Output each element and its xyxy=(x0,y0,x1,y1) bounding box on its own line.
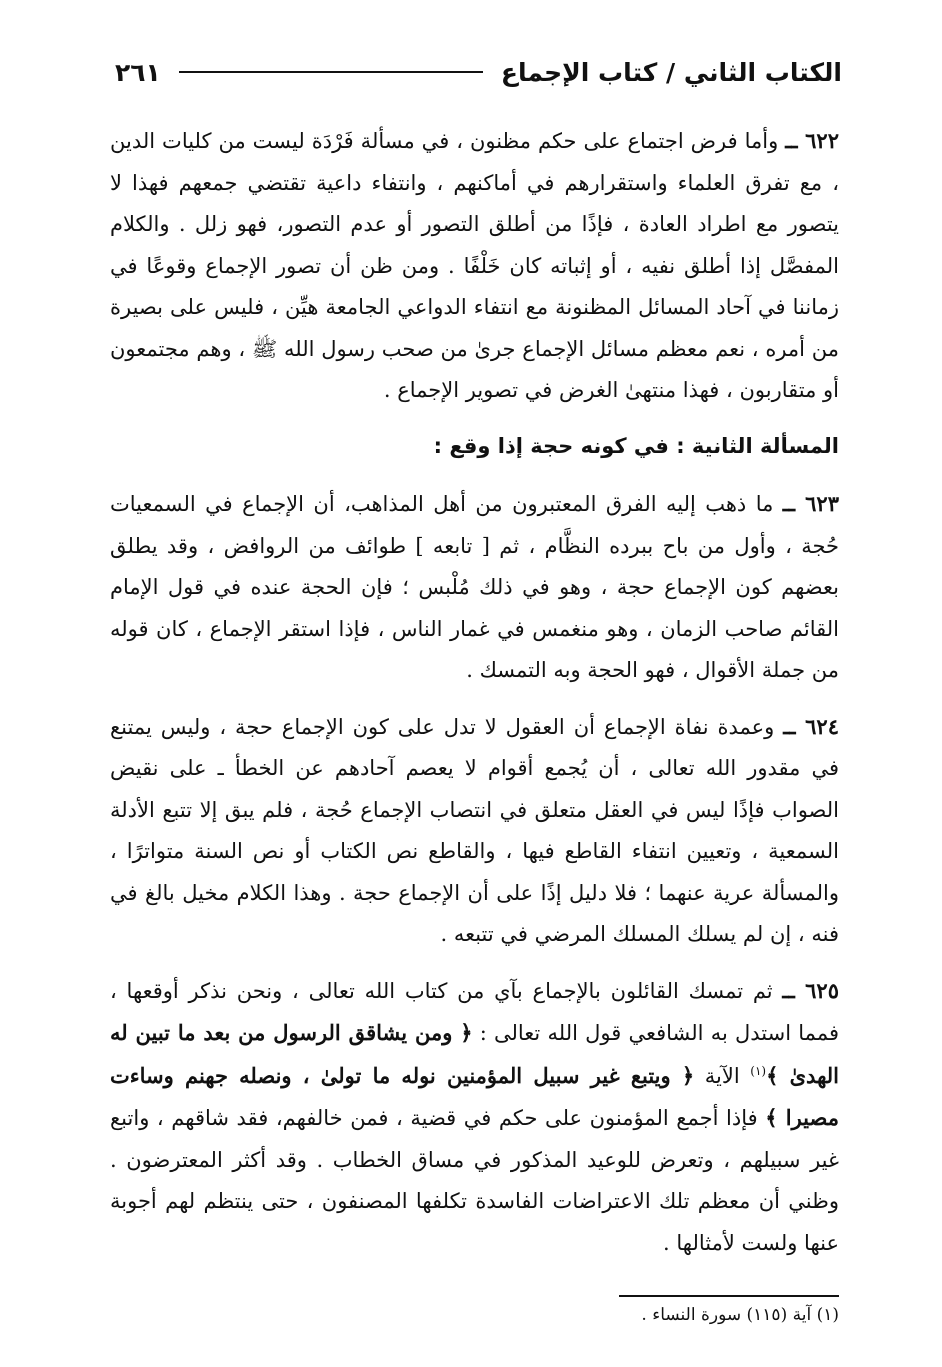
quran-quote: ﴿ ومن يشاقق الرسول من بعد ما تبين له الهدىٰ ﴾ xyxy=(110,1020,839,1088)
paragraph-622 xyxy=(110,120,839,412)
paragraph-625 xyxy=(110,970,839,1265)
main-text xyxy=(110,120,839,1278)
section-heading: المسألة الثانية : في كونه حجة إذا وقع : xyxy=(433,433,839,458)
paragraph-text: وعمدة نفاة الإجماع أن العقول لا تدل على كون الإجماع حجة ، وليس يمتنع في مقدور الله تعالى ، أن يُجمع أقوام لا يعصم آحادهم عن الخطأ ـ على نقيض الصواب فإذًا ليس في العقل متعلق في انتصاب الإجماع حُجة ، فلم يبق إلا تتبع الأدلة السمعية ، وتعيين انتفاء القاطع فيها ، والقاطع نص الكتاب أو نص السنة متواترًا ، والمسألة عرية عنهما ؛ فلا دليل إذًا على أن الإجماع حجة . وهذا الكلام مخيل بالغ في فنه ، إن لم يسلك المسلك المرضي في تتبعه . xyxy=(110,714,839,946)
paragraph-623 xyxy=(110,483,839,692)
paragraph-text: فإذا أجمع المؤمنون على حكم في قضية ، فمن خالفهم، فقد شاقهم ، واتبع غير سبيلهم ، وتعرض للوعيد المذكور في مساق الخطاب . وقد أكثر المعترضون . وظني أن معظم تلك الاعتراضات الفاسدة تكلفها المصنفون ، حتى ينتظم لهم أجوبة عنها ولست لأمثالها . xyxy=(110,1106,839,1255)
running-header xyxy=(115,52,842,92)
paragraph-624 xyxy=(110,706,839,956)
quran-quote: ﴿ ويتبع غير سبيل المؤمنين نوله ما تولىٰ ، ونصله جهنم وساءت مصيرا ﴾ xyxy=(110,1062,839,1130)
paragraph-number: ٦٢٤ ــ xyxy=(783,713,839,739)
running-title: الكتاب الثاني / كتاب الإجماع xyxy=(500,57,842,87)
footnote-rule xyxy=(619,1295,839,1297)
paragraph-text: ما ذهب إليه الفرق المعتبرون من أهل المذاهب، أن الإجماع في السمعيات حُجة ، وأول من باح ببرده النظَّام ، ثم [ تابعه ] طوائف من الروافض ، وقد يطلق بعضهم كون الإجماع حجة ، وهو في ذلك مُلْبس ؛ فإن الحجة عنده في قول الإمام القائم صاحب الزمان ، وهو منغمس في غمار الناس ، فإذا استقر الإجماع ، كان قوله من جملة الأقوال ، فهو الحجة وبه التمسك . xyxy=(110,492,839,682)
footnote-reference[interactable]: (١) xyxy=(750,1063,767,1078)
paragraph-number: ٦٢٣ ــ xyxy=(782,491,839,516)
paragraph-text: الآية xyxy=(704,1063,740,1088)
paragraph-number: ٦٢٢ ــ xyxy=(785,128,839,153)
paragraph-number: ٦٢٥ ــ xyxy=(782,977,839,1003)
paragraph-text: وأما فرض اجتماع على حكم مظنون ، في مسألة فَرْدَة ليست من كليات الدين ، مع تفرق العلماء واستقرارهم في أماكنهم ، وانتفاء داعية تقتضي جمعهم فهذا لا يتصور مع اطراد العادة ، فإذًا من أطلق التصور أو عدم التصور، فهو زلل . والكلام المفصَّل إذا أطلق نفيه ، أو إثباته كان خَلْفًا . ومن ظن أن تصور الإجماع وقوعًا في زماننا في آحاد المسائل المظنونة مع انتفاء الدواعي الجامعة هيِّن ، فليس على بصيرة من أمره ، نعم معظم مسائل الإجماع جرىٰ من صحب رسول الله ﷺ ، وهم مجتمعون أو متقاربون ، فهذا منتهىٰ الغرض في تصوير الإجماع . xyxy=(110,129,839,402)
footnote: (١) آية (١١٥) سورة النساء . xyxy=(641,1305,839,1325)
header-rule xyxy=(179,71,483,73)
paragraph-text: ثم تمسك القائلون بالإجماع بآي من كتاب الله تعالى ، ونحن نذكر أوقعها ، فمما استدل به الشافعي قول الله تعالى : xyxy=(110,978,839,1045)
page-number: ٢٦١ xyxy=(115,57,161,87)
